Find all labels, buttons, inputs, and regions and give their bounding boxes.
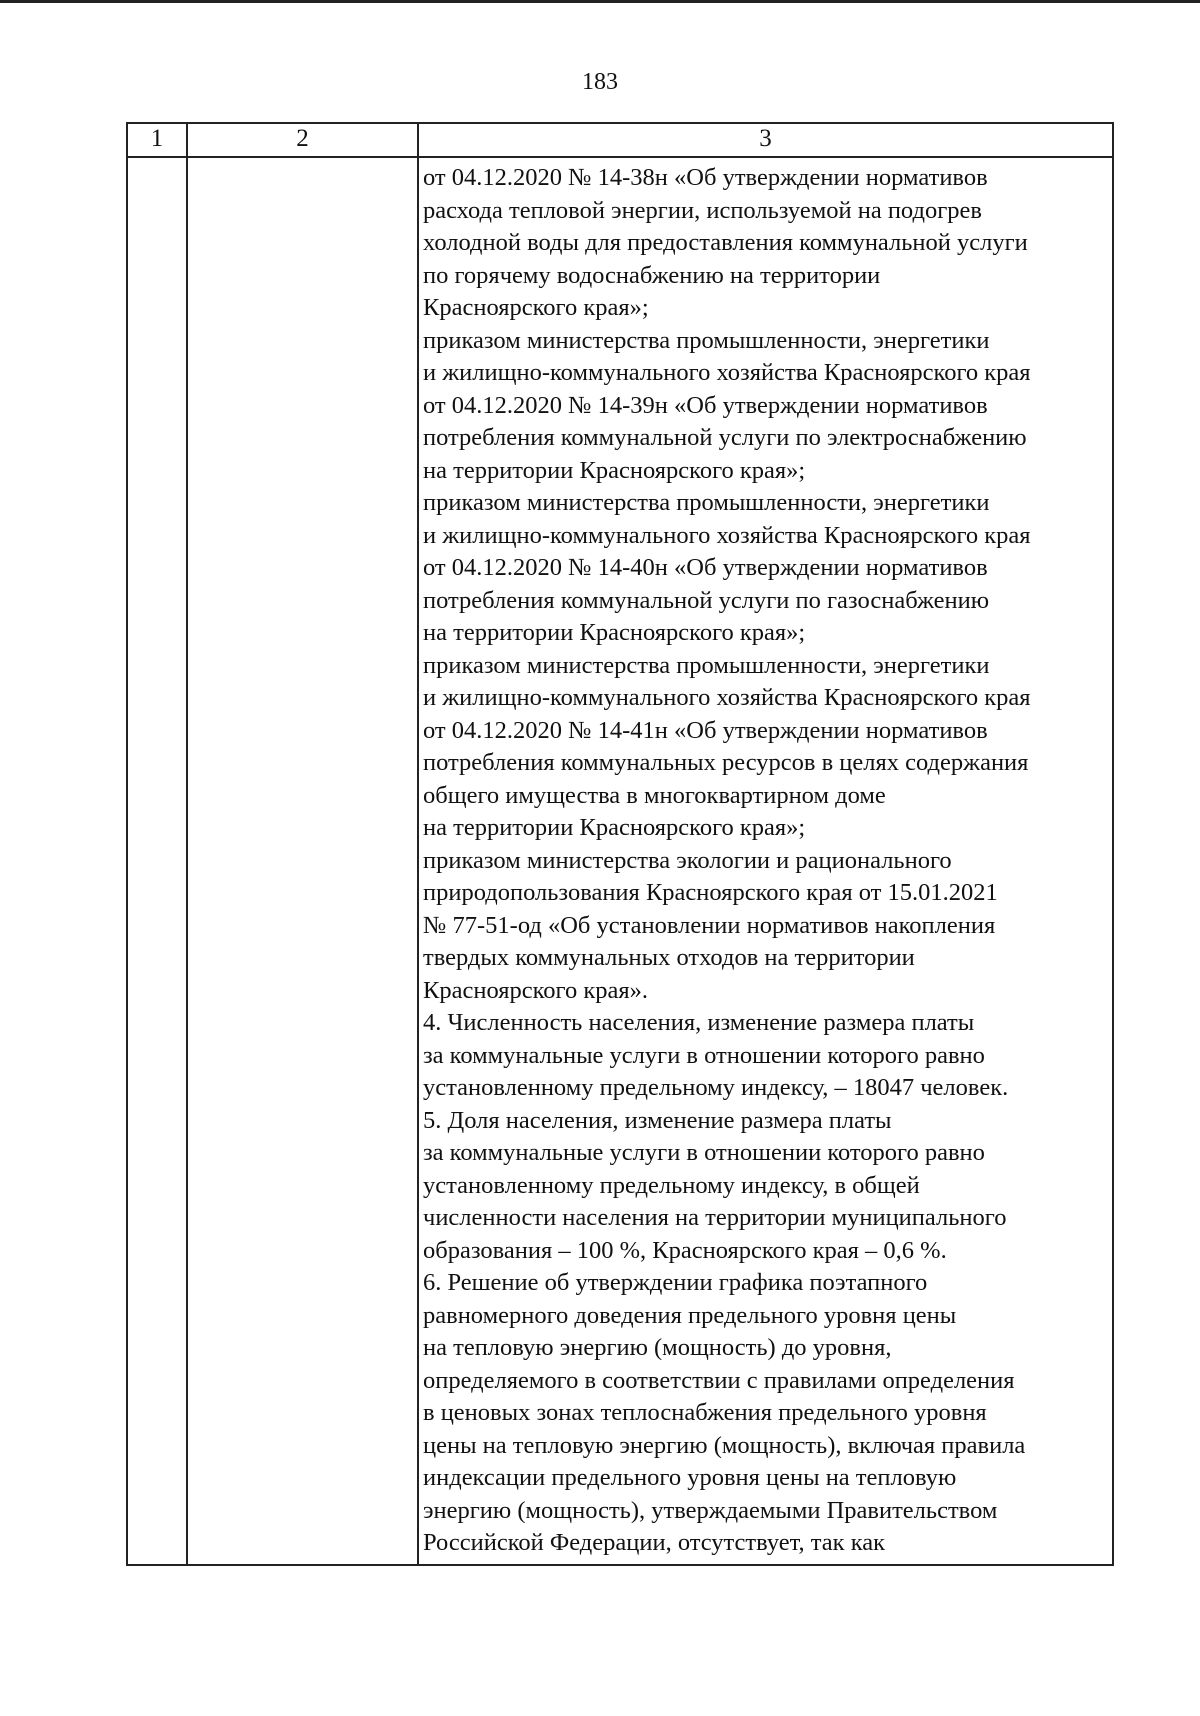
- text-line: потребления коммунальных ресурсов в целях содержания: [423, 749, 1029, 776]
- text-line: 6. Решение об утверждении графика поэтапного: [423, 1269, 928, 1296]
- text-line: Красноярского края».: [423, 976, 649, 1004]
- text-line: энергию (мощность), утверждаемыми Правительством: [423, 1496, 998, 1524]
- text-line: от 04.12.2020 № 14-38н «Об утверждении нормативов: [423, 164, 988, 191]
- text-line: равномерного доведения предельного уровня цены: [423, 1301, 957, 1329]
- column-header-2: 2: [188, 124, 419, 158]
- text-line: определяемого в соответствии с правилами определения: [423, 1366, 1015, 1394]
- text-line: приказом министерства промышленности, энергетики: [423, 326, 990, 354]
- text-line: № 77-51-од «Об установлении нормативов накопления: [423, 911, 996, 939]
- text-line: Красноярского края»;: [423, 294, 649, 321]
- text-line: и жилищно-коммунального хозяйства Красноярского края: [423, 684, 1031, 711]
- text-line: холодной воды для предоставления коммунальной услуги: [423, 229, 1028, 256]
- text-line: образования – 100 %, Красноярского края – 0,6 %.: [423, 1236, 947, 1264]
- text-line: установленному предельному индексу, – 18047 человек.: [423, 1074, 1009, 1101]
- document-table: [126, 122, 1114, 1566]
- text-line: и жилищно-коммунального хозяйства Красноярского края: [423, 359, 1031, 386]
- text-line: приказом министерства промышленности, энергетики: [423, 489, 990, 516]
- text-line: расхода тепловой энергии, используемой на подогрев: [423, 196, 982, 224]
- column-1-cell: [128, 158, 188, 1564]
- text-line: за коммунальные услуги в отношении которого равно: [423, 1041, 985, 1069]
- text-line: по горячему водоснабжению на территории: [423, 261, 881, 289]
- text-line: природопользования Красноярского края от 15.01.2021: [423, 879, 998, 906]
- text-line: на территории Красноярского края»;: [423, 814, 806, 841]
- text-line: от 04.12.2020 № 14-41н «Об утверждении нормативов: [423, 716, 988, 744]
- text-line: в ценовых зонах теплоснабжения предельного уровня: [423, 1399, 987, 1426]
- text-line: Российской Федерации, отсутствует, так как: [423, 1529, 886, 1556]
- text-line: за коммунальные услуги в отношении которого равно: [423, 1139, 985, 1166]
- text-line: индексации предельного уровня цены на тепловую: [423, 1464, 957, 1491]
- text-line: потребления коммунальной услуги по электроснабжению: [423, 424, 1027, 451]
- text-line: 5. Доля населения, изменение размера платы: [423, 1106, 892, 1134]
- column-2-cell: [188, 158, 419, 1564]
- text-line: приказом министерства экологии и рационального: [423, 846, 952, 874]
- text-line: от 04.12.2020 № 14-39н «Об утверждении нормативов: [423, 391, 988, 419]
- text-line: приказом министерства промышленности, энергетики: [423, 651, 990, 679]
- text-line: на территории Красноярского края»;: [423, 456, 806, 484]
- text-line: от 04.12.2020 № 14-40н «Об утверждении нормативов: [423, 554, 988, 581]
- text-line: на территории Красноярского края»;: [423, 619, 806, 646]
- text-line: цены на тепловую энергию (мощность), включая правила: [423, 1431, 1026, 1459]
- scan-top-edge: [0, 0, 1200, 3]
- column-header-3: 3: [419, 124, 1112, 158]
- text-line: и жилищно-коммунального хозяйства Красноярского края: [423, 521, 1031, 549]
- text-line: общего имущества в многоквартирном доме: [423, 781, 886, 809]
- column-3-cell: [419, 158, 1112, 1564]
- text-line: численности населения на территории муниципального: [423, 1204, 1007, 1231]
- column-header-1: 1: [128, 124, 188, 158]
- text-line: на тепловую энергию (мощность) до уровня,: [423, 1334, 892, 1361]
- text-line: установленному предельному индексу, в общей: [423, 1171, 920, 1199]
- text-line: потребления коммунальной услуги по газоснабжению: [423, 586, 990, 614]
- page-number: 183: [582, 69, 618, 95]
- text-line: твердых коммунальных отходов на территории: [423, 944, 915, 971]
- text-line: 4. Численность населения, изменение размера платы: [423, 1009, 975, 1036]
